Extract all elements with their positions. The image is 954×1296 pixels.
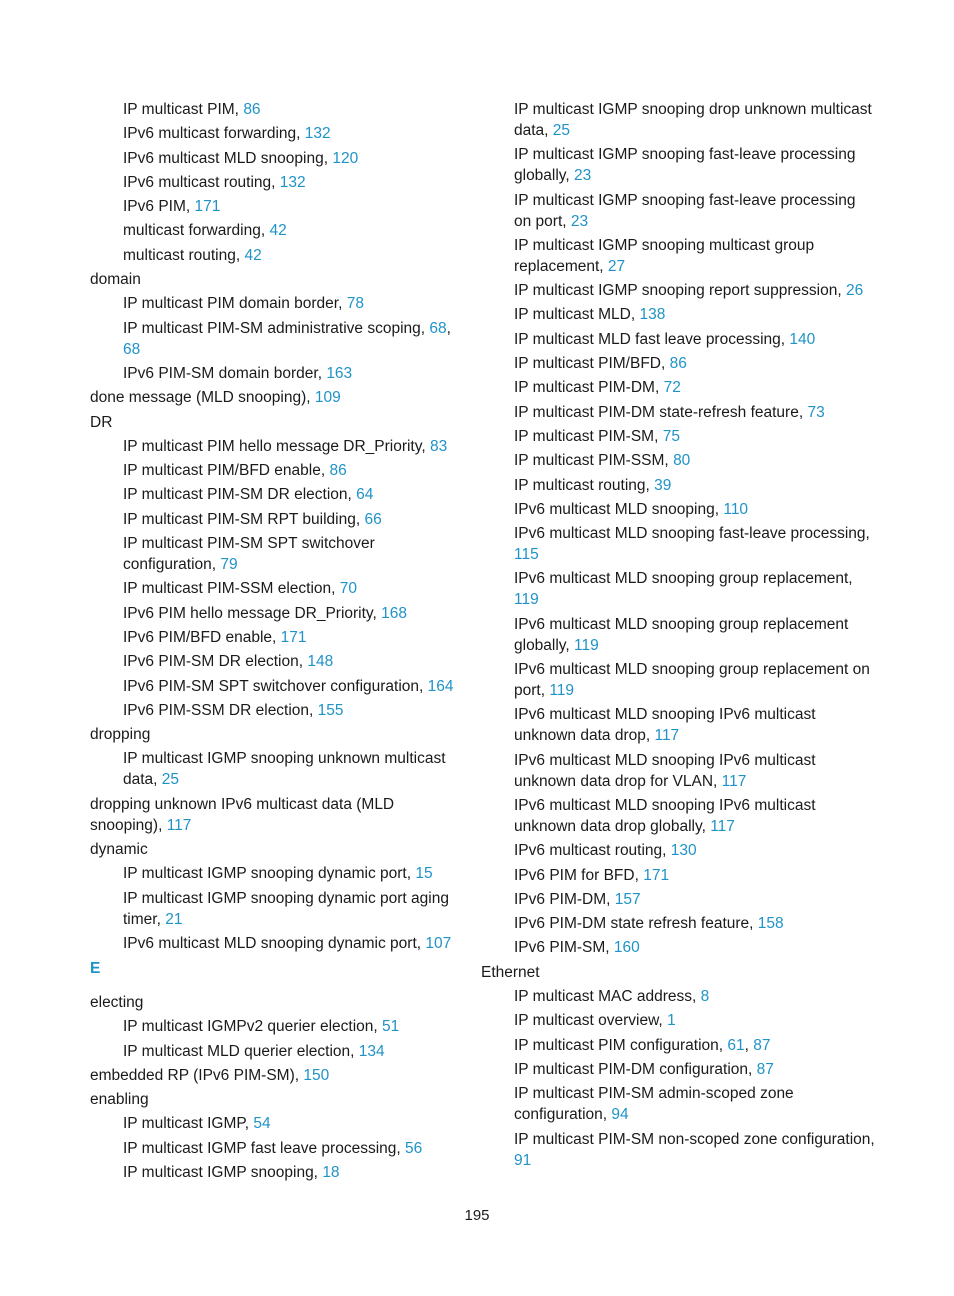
page-link[interactable]: 54 — [253, 1115, 271, 1133]
page-link[interactable]: 25 — [161, 771, 180, 789]
index-subentry — [90, 220, 460, 241]
index-subentry — [90, 627, 460, 648]
entry-text: IPv6 multicast MLD snooping IPv6 multicast unknown data drop globally, — [514, 796, 816, 835]
index-entry — [90, 1065, 460, 1086]
page-link[interactable]: 157 — [614, 890, 641, 908]
entry-text: IP multicast PIM-SM SPT switchover configuration, — [123, 535, 375, 574]
index-subentry — [481, 1083, 876, 1125]
entry-text: IPv6 multicast routing, — [514, 842, 671, 860]
page-link[interactable]: 42 — [269, 222, 287, 240]
index-entry — [90, 992, 460, 1013]
entry-text: IP multicast routing, — [514, 476, 655, 494]
page-link[interactable]: 117 — [710, 817, 735, 835]
page-link[interactable]: 79 — [220, 556, 238, 574]
entry-text: IP multicast IGMP snooping fast-leave processing on port, — [514, 191, 856, 230]
page-link[interactable]: 80 — [673, 452, 691, 470]
page-link[interactable]: 115 — [514, 546, 539, 564]
entry-text: IP multicast MAC address, — [514, 988, 701, 1006]
page-link[interactable]: 94 — [611, 1106, 629, 1124]
index-subentry — [481, 750, 876, 792]
page-link[interactable]: 168 — [381, 604, 408, 622]
page-link[interactable]: 130 — [670, 842, 697, 860]
page-link[interactable]: 119 — [549, 682, 575, 700]
index-subentry — [90, 509, 460, 530]
index-letter-heading — [90, 958, 460, 979]
entry-text: DR — [90, 413, 113, 431]
page-link[interactable]: 78 — [346, 295, 364, 313]
entry-text: IPv6 PIM-SSM DR election, — [123, 701, 318, 719]
page-link[interactable]: 75 — [662, 427, 680, 445]
index-subentry — [481, 377, 876, 398]
entry-text: multicast routing, — [123, 246, 245, 264]
index-subentry — [90, 1113, 460, 1134]
index-subentry — [90, 1138, 460, 1159]
entry-text: IP multicast PIM-DM configuration, — [514, 1060, 757, 1078]
entry-text: IPv6 multicast MLD snooping fast-leave processing, — [514, 525, 870, 543]
page-link[interactable]: 86 — [329, 462, 347, 480]
entry-text: IP multicast PIM/BFD, — [514, 355, 670, 373]
index-subentry — [481, 353, 876, 374]
index-subentry — [481, 1129, 876, 1171]
entry-text: IPv6 multicast MLD snooping group replacement on port, — [514, 661, 870, 700]
index-subentry — [481, 913, 876, 934]
entry-text: IP multicast MLD querier election, — [123, 1042, 359, 1060]
index-subentry — [481, 450, 876, 471]
entry-text: IPv6 PIM-DM state refresh feature, — [514, 915, 758, 933]
entry-text: IP multicast PIM, — [123, 101, 244, 118]
index-entry — [90, 839, 460, 860]
page-link[interactable]: 87 — [753, 1036, 771, 1054]
entry-text: IP multicast PIM-SM RPT building, — [123, 510, 365, 528]
index-subentry — [90, 888, 460, 930]
page-link[interactable]: 158 — [757, 915, 784, 933]
index-subentry — [90, 460, 460, 481]
index-entry — [90, 387, 460, 408]
entry-text: IP multicast PIM-SSM election, — [123, 580, 340, 598]
entry-text: IPv6 PIM hello message DR_Priority, — [123, 604, 382, 622]
entry-text: IPv6 multicast MLD snooping IPv6 multicast unknown data drop, — [514, 706, 816, 745]
entry-text: IP multicast PIM-SM non-scoped zone configuration, — [514, 1130, 875, 1148]
index-subentry — [481, 889, 876, 910]
index-subentry — [481, 986, 876, 1007]
entry-text: IP multicast IGMP, — [123, 1115, 254, 1133]
entry-text: IP multicast PIM configuration, — [514, 1036, 728, 1054]
page-link[interactable]: 117 — [654, 727, 680, 745]
page-link[interactable]: 8 — [700, 988, 710, 1006]
entry-text: Ethernet — [481, 963, 540, 981]
page-link[interactable]: 1 — [667, 1012, 676, 1030]
page-separator: , — [446, 319, 451, 337]
index-subentry — [90, 651, 460, 672]
index-entry — [90, 269, 460, 290]
page-link[interactable]: 21 — [165, 910, 183, 928]
index-entry — [90, 724, 460, 745]
index-subentry — [481, 704, 876, 746]
page-link[interactable]: 66 — [364, 510, 382, 528]
entry-text: electing — [90, 993, 144, 1011]
index-entry — [481, 962, 876, 983]
page-link[interactable]: 110 — [723, 500, 749, 518]
page-link[interactable]: 86 — [243, 101, 261, 118]
index-subentry — [90, 123, 460, 144]
index-column-left — [90, 99, 460, 1186]
page-link[interactable]: 15 — [415, 865, 433, 883]
entry-text: IPv6 multicast routing, — [123, 173, 280, 191]
index-subentry — [481, 659, 876, 701]
entry-text: IP multicast IGMP snooping, — [123, 1163, 323, 1181]
index-column-right — [481, 99, 876, 1174]
index-subentry — [481, 840, 876, 861]
index-subentry — [90, 748, 460, 790]
page-link[interactable]: 39 — [654, 476, 672, 494]
index-subentry — [481, 568, 876, 610]
index-subentry — [481, 280, 876, 301]
index-subentry — [90, 1016, 460, 1037]
index-subentry — [90, 603, 460, 624]
index-subentry — [481, 937, 876, 958]
entry-text: domain — [90, 271, 141, 289]
index-subentry — [481, 329, 876, 350]
entry-text: dropping unknown IPv6 multicast data (MLD snooping), — [90, 795, 395, 834]
page-link[interactable]: 134 — [358, 1042, 385, 1060]
index-entry — [90, 412, 460, 433]
page-link[interactable]: 23 — [570, 212, 589, 230]
entry-text: enabling — [90, 1091, 149, 1109]
index-subentry — [90, 1041, 460, 1062]
entry-text: IPv6 PIM for BFD, — [514, 866, 644, 884]
page-link[interactable]: 171 — [280, 628, 307, 646]
entry-text: IP multicast IGMP snooping fast-leave processing globally, — [514, 146, 856, 185]
page-link[interactable]: 164 — [427, 677, 454, 695]
page-link[interactable]: 119 — [574, 636, 599, 654]
page-link[interactable]: 132 — [279, 173, 306, 191]
entry-text: IP multicast PIM-SM administrative scoping, — [123, 319, 430, 337]
entry-text: IPv6 multicast MLD snooping group replacement, — [514, 570, 853, 588]
entry-text: IP multicast IGMP snooping report suppression, — [514, 282, 846, 300]
index-subentry — [90, 436, 460, 457]
index-subentry — [90, 318, 460, 360]
index-subentry — [90, 99, 460, 120]
page-link[interactable]: 120 — [332, 149, 359, 167]
index-subentry — [481, 1035, 876, 1056]
index-subentry — [90, 1162, 460, 1183]
entry-text: IPv6 multicast MLD snooping group replacement globally, — [514, 615, 849, 654]
page-link[interactable]: 51 — [382, 1018, 400, 1036]
page-number: 195 — [464, 1207, 490, 1224]
entry-text: multicast forwarding, — [123, 222, 270, 240]
index-subentry — [481, 475, 876, 496]
page-link[interactable]: 68 — [123, 340, 141, 358]
index-subentry — [90, 933, 460, 954]
entry-text: IP multicast PIM-SM, — [514, 427, 663, 445]
entry-text: IP multicast PIM-DM state-refresh feature, — [514, 403, 808, 421]
entry-text: IP multicast PIM-SM DR election, — [123, 486, 357, 504]
page-link[interactable]: 160 — [613, 939, 640, 957]
entry-text: IPv6 PIM/BFD enable, — [123, 628, 281, 646]
index-subentry — [481, 144, 876, 186]
index-subentry — [481, 499, 876, 520]
page-link[interactable]: 83 — [429, 437, 448, 455]
page-link[interactable]: 72 — [663, 379, 681, 397]
page-link[interactable]: 107 — [425, 934, 452, 952]
page-link[interactable]: 70 — [339, 580, 358, 598]
page-link[interactable]: 148 — [307, 653, 334, 671]
page-link[interactable]: 171 — [194, 198, 221, 216]
index-subentry — [90, 148, 460, 169]
page-link[interactable]: 25 — [552, 122, 571, 139]
page-link[interactable]: 87 — [756, 1060, 774, 1078]
entry-text: IP multicast PIM/BFD enable, — [123, 462, 330, 480]
index-subentry — [481, 426, 876, 447]
page-link[interactable]: 109 — [314, 389, 341, 407]
index-subentry — [90, 245, 460, 266]
entry-text: IP multicast PIM hello message DR_Priority, — [123, 437, 430, 455]
index-subentry — [481, 795, 876, 837]
entry-text: IP multicast IGMP snooping drop unknown multicast data, — [514, 101, 872, 139]
page-link[interactable]: 150 — [303, 1066, 330, 1084]
index-subentry — [90, 863, 460, 884]
entry-text: IPv6 PIM-SM, — [514, 939, 614, 957]
index-subentry — [481, 1059, 876, 1080]
index-subentry — [90, 533, 460, 575]
index-entry — [90, 794, 460, 836]
entry-text: IP multicast PIM domain border, — [123, 295, 347, 313]
entry-text: IP multicast MLD, — [514, 306, 640, 324]
index-subentry — [481, 235, 876, 277]
page-link[interactable]: 61 — [727, 1036, 745, 1054]
index-subentry — [90, 172, 460, 193]
page-link[interactable]: 27 — [607, 257, 626, 275]
page-link[interactable]: 171 — [643, 866, 670, 884]
entry-text: embedded RP (IPv6 PIM-SM), — [90, 1066, 304, 1084]
index-subentry — [481, 402, 876, 423]
index-subentry — [90, 293, 460, 314]
entry-text: IP multicast IGMP snooping multicast group replacement, — [514, 236, 815, 275]
page-link[interactable]: 64 — [356, 486, 374, 504]
entry-text: IPv6 PIM, — [123, 198, 195, 216]
entry-text: IP multicast PIM-SSM, — [514, 452, 674, 470]
entry-text: IPv6 PIM-SM DR election, — [123, 653, 308, 671]
page-link[interactable]: 132 — [304, 125, 331, 143]
index-subentry — [90, 196, 460, 217]
entry-text: IP multicast IGMP fast leave processing, — [123, 1139, 405, 1157]
page-link[interactable]: 91 — [514, 1151, 532, 1169]
entry-text: IP multicast PIM-SM admin-scoped zone configuration, — [514, 1085, 794, 1124]
page-link[interactable]: 117 — [166, 816, 192, 834]
index-subentry — [481, 1010, 876, 1031]
page-link[interactable]: 86 — [669, 355, 687, 373]
entry-text: IP multicast overview, — [514, 1012, 668, 1030]
index-subentry — [90, 578, 460, 599]
entry-text: IP multicast IGMP snooping dynamic port aging timer, — [123, 889, 449, 928]
index-subentry — [90, 676, 460, 697]
entry-text: IP multicast MLD fast leave processing, — [514, 330, 790, 348]
page-link[interactable]: 18 — [322, 1163, 340, 1181]
entry-text: IP multicast IGMP snooping dynamic port, — [123, 865, 416, 883]
page-link[interactable]: 42 — [244, 246, 262, 264]
entry-text: IPv6 multicast forwarding, — [123, 125, 305, 143]
page-link[interactable]: 23 — [574, 167, 592, 185]
entry-text: IP multicast IGMP snooping unknown multicast data, — [123, 750, 446, 789]
page-link[interactable]: 119 — [514, 591, 539, 609]
page-link[interactable]: 117 — [721, 772, 747, 790]
entry-text: IP multicast IGMPv2 querier election, — [123, 1018, 383, 1036]
index-subentry — [481, 304, 876, 325]
page-link[interactable]: 73 — [807, 403, 825, 421]
entry-text: dropping — [90, 726, 151, 744]
index-subentry — [481, 99, 876, 141]
entry-text: IPv6 multicast MLD snooping dynamic port, — [123, 934, 426, 952]
page-link[interactable]: 163 — [326, 364, 353, 382]
index-subentry — [90, 363, 460, 384]
entry-text: dynamic — [90, 841, 148, 859]
page-link[interactable]: 138 — [639, 306, 666, 324]
page-link[interactable]: 155 — [317, 701, 344, 719]
index-subentry — [90, 700, 460, 721]
entry-text: IPv6 multicast MLD snooping IPv6 multicast unknown data drop for VLAN, — [514, 751, 816, 790]
index-subentry — [90, 484, 460, 505]
index-subentry — [481, 523, 876, 565]
entry-text: IPv6 multicast MLD snooping, — [514, 500, 724, 518]
entry-text: IP multicast PIM-DM, — [514, 379, 664, 397]
index-subentry — [481, 614, 876, 656]
entry-text: IPv6 PIM-DM, — [514, 890, 615, 908]
index-subentry — [481, 190, 876, 232]
entry-text: IPv6 PIM-SM domain border, — [123, 364, 327, 382]
page-link[interactable]: 56 — [405, 1139, 423, 1157]
index-entry — [90, 1089, 460, 1110]
page-link[interactable]: 140 — [789, 330, 816, 348]
index-subentry — [481, 865, 876, 886]
entry-text: IPv6 PIM-SM SPT switchover configuration, — [123, 677, 428, 695]
letter-label: E — [90, 959, 101, 977]
entry-text: IPv6 multicast MLD snooping, — [123, 149, 333, 167]
page-separator: , — [744, 1036, 754, 1054]
entry-text: done message (MLD snooping), — [90, 389, 315, 407]
page-link[interactable]: 68 — [429, 319, 447, 337]
page-link[interactable]: 26 — [845, 282, 864, 300]
